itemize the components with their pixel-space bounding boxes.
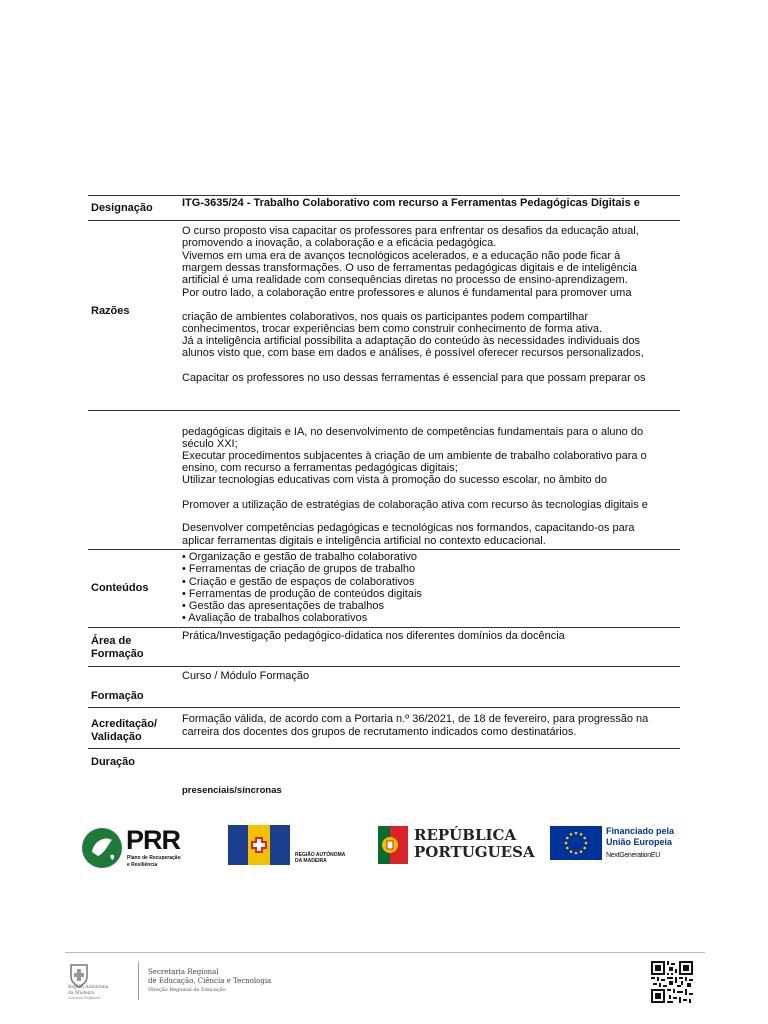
- razoes-line: criação de ambientes colaborativos, nos quais os participantes podem compartilhar: [182, 311, 588, 323]
- footer-secretaria: [148, 968, 288, 998]
- acreditacao-line: carreira dos docentes dos grupos de recrutamento indicados como destinatários.: [182, 726, 577, 738]
- eu-logo: [550, 826, 690, 862]
- razoes-line: artificial é uma realidade com consequências diretas no processo de ensino-aprendizagem.: [182, 274, 628, 286]
- madeira-line1: REGIÃO AUTÓNOMA: [295, 852, 346, 858]
- razoes-line: Capacitar os professores no uso dessas ferramentas é essencial para que possam preparar os: [182, 372, 646, 384]
- prr-line2: e Resiliência: [127, 862, 158, 868]
- area-value: Prática/Investigação pedagógico-didatica nos diferentes domínios da docência: [182, 630, 565, 642]
- objetivos-line: século XXI;: [182, 438, 238, 450]
- qr-code[interactable]: [651, 961, 693, 1003]
- objetivos-line: pedagógicas digitais e IA, no desenvolvimento de competências fundamentais para o aluno do: [182, 426, 644, 438]
- razoes-label: Razões: [91, 305, 130, 317]
- razoes-line: Vivemos em uma era de avanços tecnológicos acelerados, e a educação não pode ficar à: [182, 250, 621, 262]
- area-label-line2: Formação: [91, 648, 144, 660]
- objetivos-line: aplicar ferramentas digitais e inteligência artificial no contexto educacional.: [182, 535, 546, 547]
- footer-region-line1: Região Autónoma: [68, 985, 109, 990]
- conteudos-item: • Ferramentas de criação de grupos de trabalho: [182, 563, 416, 575]
- conteudos-item: • Gestão das apresentações de trabalhos: [182, 600, 384, 612]
- footer-divider: [138, 962, 139, 1000]
- designacao-value: ITG-3635/24 - Trabalho Colaborativo com recurso a Ferramentas Pedagógicas Digitais e: [182, 197, 640, 209]
- prr-mark: PRR: [126, 825, 181, 855]
- footer-region-line2: da Madeira: [68, 991, 95, 996]
- footer-sec-line2: de Educação, Ciência e Tecnologia: [148, 977, 272, 985]
- razoes-line: O curso proposto visa capacitar os professores para enfrentar os desafios da educação atual,: [182, 225, 639, 237]
- rule-after-area: [88, 666, 680, 667]
- formacao-label: Formação: [91, 690, 144, 702]
- eu-line3: NextGenerationEU: [606, 852, 660, 859]
- rule-after-acreditacao: [88, 748, 680, 749]
- republica-line2: PORTUGUESA: [414, 843, 535, 861]
- footer-sec-line1: Secretaria Regional: [148, 968, 219, 976]
- madeira-flag-icon: [228, 825, 290, 865]
- conteudos-label: Conteúdos: [91, 582, 149, 594]
- duracao-label: Duração: [91, 756, 136, 768]
- objetivos-line: Promover a utilização de estratégias de colaboração ativa com recurso às tecnologias digitais e: [182, 499, 648, 511]
- rule-top: [88, 195, 680, 196]
- conteudos-item: • Criação e gestão de espaços de colaborativos: [182, 576, 415, 588]
- razoes-line: Por outro lado, a colaboração entre professores e alunos é fundamental para promover uma: [182, 287, 632, 299]
- eu-flag-icon: [550, 826, 602, 860]
- republica-logo: [378, 826, 535, 866]
- republica-line1: REPÚBLICA: [414, 826, 517, 844]
- acreditacao-line: Formação válida, de acordo com a Portaria n.º 36/2021, de 18 de fevereiro, para progressão na: [182, 713, 649, 725]
- duracao-value: presenciais/síncronas: [182, 785, 282, 796]
- razoes-line: alunos visto que, com base em dados e análises, é possível oferecer recursos personalizados,: [182, 347, 644, 359]
- objetivos-line: Desenvolver competências pedagógicas e tecnológicas nos formandos, capacitando-os para: [182, 522, 635, 534]
- footer-region-line3: Governo Regional: [68, 996, 100, 1000]
- footer-rule: [65, 952, 705, 953]
- designacao-label: Designação: [91, 202, 153, 214]
- razoes-line: conhecimentos, trocar experiências bem como construir conhecimento de forma ativa.: [182, 323, 603, 335]
- prr-logo: [80, 826, 205, 870]
- madeira-line2: DA MADEIRA: [295, 858, 327, 864]
- footer-region-logo: [68, 963, 138, 1001]
- eu-line2: União Europeia: [606, 837, 673, 847]
- razoes-line: Já a inteligência artificial possibilita a adaptação do conteúdo às necessidades individuais dos: [182, 335, 641, 347]
- prr-leaf-icon: [80, 826, 124, 870]
- acreditacao-label: Acreditação/: [91, 718, 158, 730]
- objetivos-line: Utilizar tecnologias educativas com vista à promoção do sucesso escolar, no âmbito do: [182, 474, 607, 486]
- rule-after-razoes: [88, 410, 680, 411]
- prr-line1: Plano de Recuperação: [127, 855, 181, 861]
- objetivos-line: ensino, com recurso a ferramentas pedagógicas digitais;: [182, 462, 458, 474]
- razoes-line: margem dessas transformações. O uso de ferramentas pedagógicas digitais e de inteligência: [182, 262, 637, 274]
- area-label: Área de: [91, 635, 132, 647]
- conteudos-item: • Avaliação de trabalhos colaborativos: [182, 612, 368, 624]
- objetivos-line: Executar procedimentos subjacentes à criação de um ambiente de trabalho colaborativo para o: [182, 450, 647, 462]
- qr-code-icon: [651, 961, 693, 1003]
- conteudos-item: • Ferramentas de produção de conteúdos digitais: [182, 588, 422, 600]
- eu-line1: Financiado pela: [606, 826, 675, 836]
- portugal-emblem-icon: [378, 826, 408, 864]
- acreditacao-label-line2: Validação: [91, 731, 142, 743]
- razoes-line: promovendo a inovação, a colaboração e a eficácia pedagógica.: [182, 237, 497, 249]
- rule-after-formacao: [88, 707, 680, 708]
- formacao-value: Curso / Módulo Formação: [182, 670, 310, 682]
- conteudos-item: • Organização e gestão de trabalho colaborativo: [182, 551, 418, 563]
- rule-after-designacao: [88, 220, 680, 221]
- rule-after-conteudos: [88, 627, 680, 628]
- rule-after-objetivos: [88, 549, 680, 550]
- footer-sec-line3: Direção Regional de Educação: [148, 987, 226, 993]
- madeira-logo: [228, 825, 368, 867]
